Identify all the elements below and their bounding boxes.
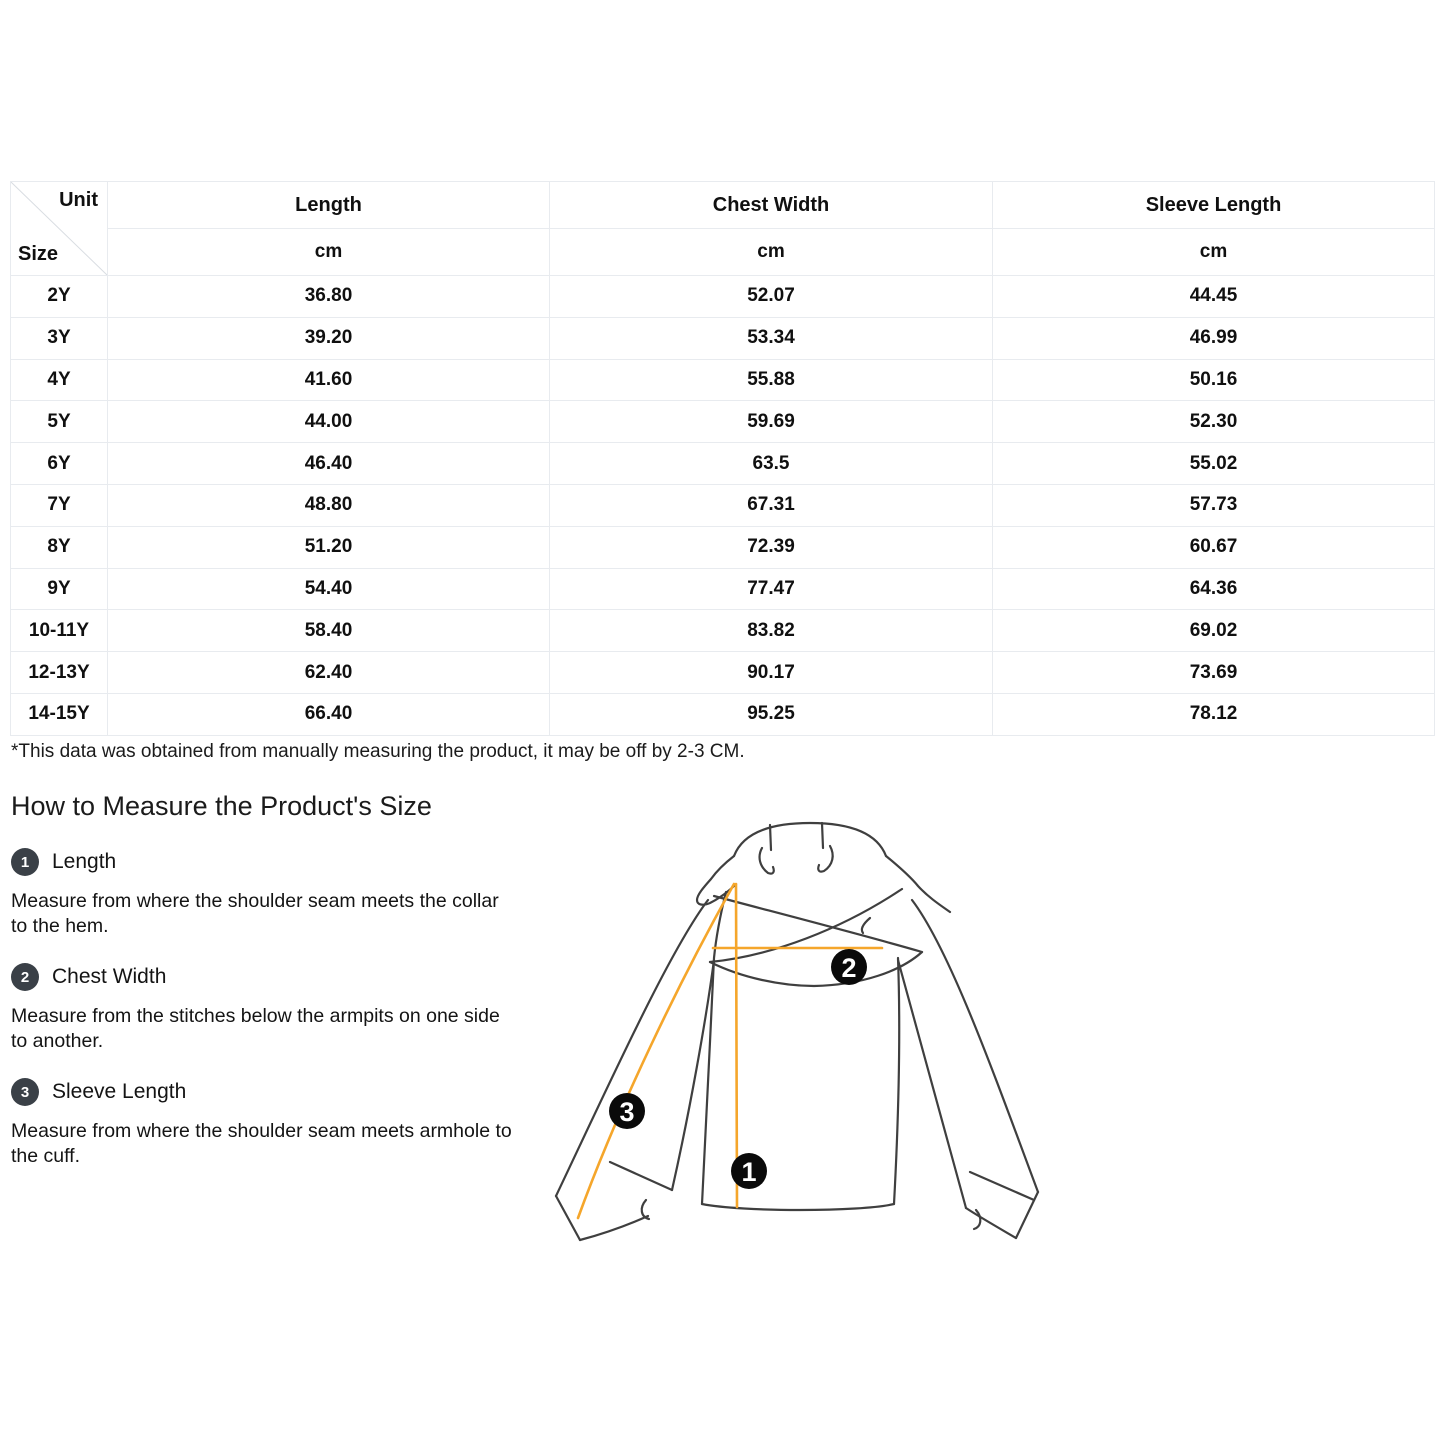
unit-cell: cm — [550, 229, 993, 276]
chest-width-value: 52.07 — [550, 276, 993, 318]
chest-width-value: 72.39 — [550, 526, 993, 568]
length-value: 46.40 — [108, 443, 550, 485]
instruction-header — [11, 963, 516, 991]
instruction-label: Sleeve Length — [52, 1080, 187, 1103]
measure-instruction-item — [11, 1078, 516, 1169]
size-label: 6Y — [11, 443, 108, 485]
size-table — [10, 181, 1435, 736]
sleeve-length-value: 44.45 — [993, 276, 1435, 318]
unit-cell: cm — [108, 229, 550, 276]
size-label: 2Y — [11, 276, 108, 318]
measurement-disclaimer: *This data was obtained from manually measuring the product, it may be off by 2-3 CM. — [11, 741, 745, 762]
length-value: 58.40 — [108, 610, 550, 652]
corner-unit-label: Unit — [59, 189, 98, 211]
step-number-badge: 3 — [11, 1078, 39, 1106]
size-label: 14-15Y — [11, 693, 108, 735]
column-header-sleeve-length: Sleeve Length — [993, 182, 1435, 229]
instruction-label: Length — [52, 850, 117, 873]
corner-size-label: Size — [18, 243, 59, 265]
diagram-marker-2 — [831, 949, 867, 985]
svg-text:3: 3 — [619, 1097, 635, 1127]
size-label: 4Y — [11, 359, 108, 401]
instruction-description: Measure from where the shoulder seam meets the collar to the hem. — [11, 890, 499, 937]
chest-width-value: 63.5 — [550, 443, 993, 485]
instruction-label: Chest Width — [52, 965, 167, 988]
sleeve-length-value: 78.12 — [993, 693, 1435, 735]
length-value: 39.20 — [108, 317, 550, 359]
length-value: 51.20 — [108, 526, 550, 568]
svg-text:1: 1 — [741, 1157, 757, 1187]
length-value: 48.80 — [108, 484, 550, 526]
sleeve-length-value: 50.16 — [993, 359, 1435, 401]
size-label: 3Y — [11, 317, 108, 359]
unit-cell: cm — [993, 229, 1435, 276]
diagram-marker-1 — [731, 1153, 767, 1189]
chest-width-value: 90.17 — [550, 652, 993, 694]
table-row — [11, 484, 1435, 526]
table-unit-row — [11, 229, 1435, 276]
table-row — [11, 401, 1435, 443]
sleeve-length-value: 69.02 — [993, 610, 1435, 652]
chest-width-value: 77.47 — [550, 568, 993, 610]
how-to-measure-title: How to Measure the Product's Size — [11, 791, 432, 821]
corner-cell — [11, 182, 108, 276]
size-table-body — [11, 276, 1435, 736]
table-row — [11, 568, 1435, 610]
length-value: 54.40 — [108, 568, 550, 610]
measure-instruction-item — [11, 848, 516, 939]
size-label: 5Y — [11, 401, 108, 443]
size-label: 12-13Y — [11, 652, 108, 694]
instruction-description: Measure from the stitches below the armpits on one side to another. — [11, 1005, 500, 1052]
sleeve-length-value: 60.67 — [993, 526, 1435, 568]
sleeve-length-value: 57.73 — [993, 484, 1435, 526]
measure-instruction-item — [11, 963, 516, 1054]
length-value: 62.40 — [108, 652, 550, 694]
svg-text:2: 2 — [841, 953, 857, 983]
length-value: 66.40 — [108, 693, 550, 735]
instruction-header — [11, 848, 516, 876]
hoodie-illustration — [530, 810, 1090, 1270]
sleeve-length-value: 64.36 — [993, 568, 1435, 610]
table-header-row — [11, 182, 1435, 229]
size-label: 10-11Y — [11, 610, 108, 652]
chest-width-value: 55.88 — [550, 359, 993, 401]
column-header-chest-width: Chest Width — [550, 182, 993, 229]
table-row — [11, 276, 1435, 318]
step-number-badge: 2 — [11, 963, 39, 991]
chest-width-value: 59.69 — [550, 401, 993, 443]
sleeve-length-value: 46.99 — [993, 317, 1435, 359]
hoodie-outline — [556, 823, 1038, 1240]
size-label: 7Y — [11, 484, 108, 526]
sleeve-length-value: 73.69 — [993, 652, 1435, 694]
table-row — [11, 443, 1435, 485]
table-row — [11, 693, 1435, 735]
table-row — [11, 526, 1435, 568]
diagram-marker-3 — [609, 1093, 645, 1129]
length-value: 44.00 — [108, 401, 550, 443]
sleeve-length-value: 55.02 — [993, 443, 1435, 485]
chest-width-value: 95.25 — [550, 693, 993, 735]
instruction-description: Measure from where the shoulder seam meets armhole to the cuff. — [11, 1120, 512, 1167]
table-row — [11, 359, 1435, 401]
table-row — [11, 317, 1435, 359]
table-row — [11, 652, 1435, 694]
sleeve-length-value: 52.30 — [993, 401, 1435, 443]
column-header-length: Length — [108, 182, 550, 229]
chest-width-value: 53.34 — [550, 317, 993, 359]
length-value: 41.60 — [108, 359, 550, 401]
chest-width-value: 83.82 — [550, 610, 993, 652]
measure-instructions-list — [11, 848, 516, 1193]
size-label: 8Y — [11, 526, 108, 568]
step-number-badge: 1 — [11, 848, 39, 876]
size-label: 9Y — [11, 568, 108, 610]
instruction-header — [11, 1078, 516, 1106]
chest-width-value: 67.31 — [550, 484, 993, 526]
length-value: 36.80 — [108, 276, 550, 318]
table-row — [11, 610, 1435, 652]
